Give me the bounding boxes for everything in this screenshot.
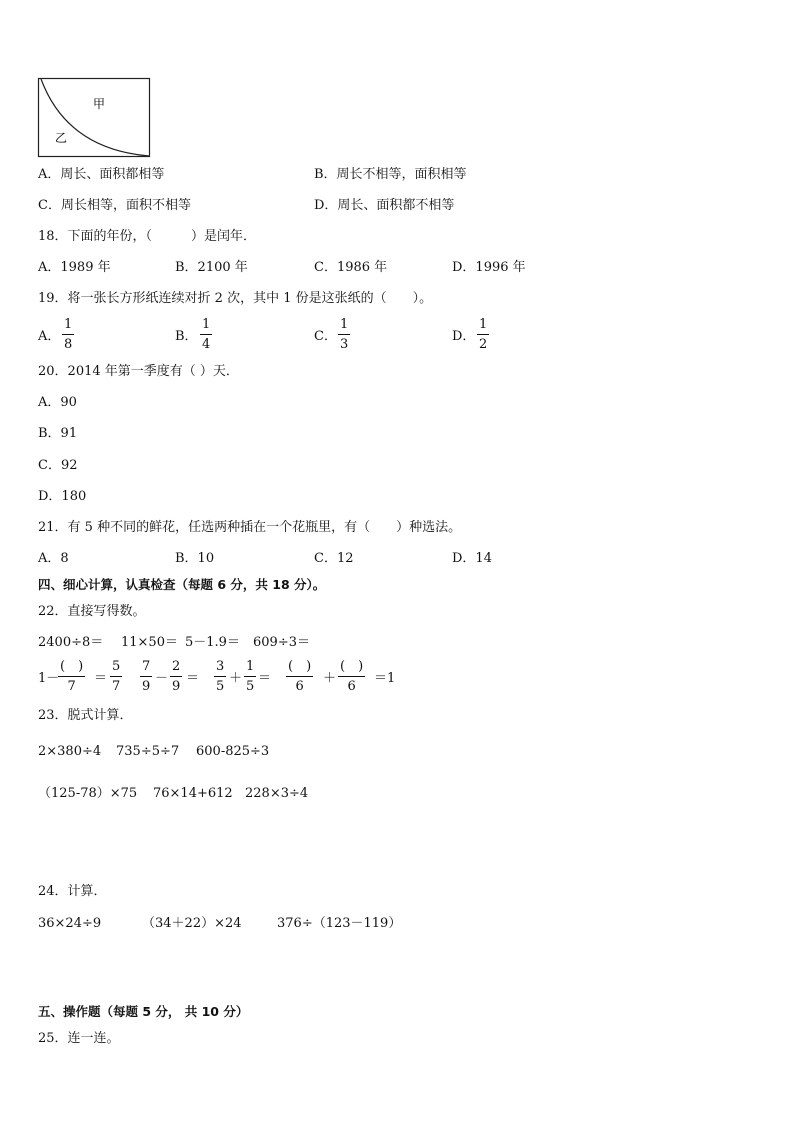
fraction-denominator: 6 (347, 679, 356, 694)
q23-row1-item: 600-825÷3 (196, 744, 270, 759)
q22-equals: ＝ (94, 671, 108, 686)
q22-row1-item: 2400÷8＝ (38, 635, 104, 650)
q19-option-a-letter[interactable]: A． (38, 329, 61, 344)
q17-option-a[interactable]: A．周长、面积都相等 (38, 167, 165, 182)
q25-stem: 25．连一连。 (38, 1031, 120, 1046)
q19-option-d-fraction[interactable] (477, 318, 489, 351)
q22-fraction-3-over-5 (214, 660, 226, 693)
q20-option-a[interactable]: A．90 (38, 395, 77, 410)
q24-item: 36×24÷9 (38, 916, 102, 931)
fraction-numerator: 5 (110, 660, 122, 677)
q20-option-c[interactable]: C．92 (38, 458, 78, 473)
q19-option-c-fraction[interactable] (338, 318, 350, 351)
q22-fraction-blank-over-7[interactable] (58, 660, 85, 693)
q24-stem: 24．计算． (38, 884, 107, 899)
fraction-denominator: 9 (172, 679, 181, 694)
fraction-numerator: 1 (244, 660, 256, 677)
q20-stem: 20．2014 年第一季度有（ ）天． (38, 364, 239, 379)
q18-option-b[interactable]: B．2100 年 (175, 260, 248, 275)
q18-option-a[interactable]: A．1989 年 (38, 260, 111, 275)
fraction-numerator: 7 (140, 660, 152, 677)
q19-option-d-letter[interactable]: D． (452, 329, 476, 344)
q24-item: 376÷（123－119） (277, 916, 402, 931)
fraction-numerator-blank[interactable]: ( ) (338, 660, 365, 677)
q23-row2-item: 76×14+612 (153, 786, 233, 801)
q18-option-c[interactable]: C．1986 年 (314, 260, 388, 275)
fraction-denominator: 9 (142, 679, 151, 694)
fraction-numerator-blank[interactable]: ( ) (58, 660, 85, 677)
q19-option-b-letter[interactable]: B． (175, 329, 198, 344)
q22-equals: ＝ (186, 671, 200, 686)
q22-equals: ＝ (258, 671, 272, 686)
q17-option-b[interactable]: B．周长不相等，面积相等 (314, 167, 467, 182)
fraction-numerator: 2 (170, 660, 182, 677)
section-5-title: 五、操作题（每题 5 分， 共 10 分） (38, 1004, 249, 1019)
fraction-denominator: 5 (246, 679, 255, 694)
q22-fraction-7-over-9 (140, 660, 152, 693)
q20-option-b[interactable]: B．91 (38, 426, 78, 441)
fraction-numerator: 1 (200, 318, 212, 335)
q18-option-d[interactable]: D．1996 年 (452, 260, 526, 275)
q19-option-a-fraction[interactable] (62, 318, 74, 351)
q20-option-d[interactable]: D．180 (38, 489, 87, 504)
q21-option-c[interactable]: C．12 (314, 551, 354, 566)
q22-fraction-2-over-9 (170, 660, 182, 693)
q22-plus: ＋ (323, 671, 337, 686)
fraction-numerator: 1 (338, 318, 350, 335)
q23-row1-item: 2×380÷4 (38, 744, 102, 759)
q21-option-b[interactable]: B．10 (175, 551, 215, 566)
q21-option-d[interactable]: D．14 (452, 551, 492, 566)
q21-stem: 21．有 5 种不同的鲜花，任选两种插在一个花瓶里，有（ ）种选法。 (38, 520, 462, 535)
q21-option-a[interactable]: A．8 (38, 551, 69, 566)
q22-stem: 22．直接写得数。 (38, 604, 146, 619)
q22-fraction-blank-over-6-a[interactable] (286, 660, 313, 693)
q22-one-minus: 1－ (38, 671, 60, 686)
q17-option-d[interactable]: D．周长、面积都不相等 (314, 198, 455, 213)
q23-stem: 23．脱式计算． (38, 708, 133, 723)
q24-item: （34＋22）×24 (142, 916, 242, 931)
q17-figure (37, 77, 152, 159)
section-4-title: 四、细心计算，认真检查（每题 6 分，共 18 分）。 (38, 577, 326, 592)
q17-option-c[interactable]: C．周长相等，面积不相等 (38, 198, 191, 213)
q22-row1-item: 609÷3＝ (253, 635, 310, 650)
q19-option-c-letter[interactable]: C． (314, 329, 337, 344)
fraction-numerator: 1 (62, 318, 74, 335)
q23-row1-item: 735÷5÷7 (116, 744, 180, 759)
fraction-denominator: 6 (295, 679, 304, 694)
q19-option-b-fraction[interactable] (200, 318, 212, 351)
figure-label-yi: 乙 (55, 131, 68, 145)
q22-equals-one: ＝1 (374, 671, 396, 686)
fraction-denominator: 7 (67, 679, 76, 694)
q22-row1-item: 5－1.9＝ (185, 635, 240, 650)
q19-stem: 19．将一张长方形纸连续对折 2 次，其中 1 份是这张纸的（ ）。 (38, 291, 433, 306)
fraction-denominator: 5 (216, 679, 225, 694)
q23-row2-item: （125-78）×75 (38, 786, 138, 801)
q22-fraction-1-over-5 (244, 660, 256, 693)
fraction-denominator: 2 (479, 337, 488, 352)
fraction-denominator: 4 (202, 337, 211, 352)
q23-row2-item: 228×3÷4 (245, 786, 309, 801)
q22-row1-item: 11×50＝ (121, 635, 178, 650)
fraction-numerator: 3 (214, 660, 226, 677)
q22-plus: ＋ (229, 671, 243, 686)
fraction-denominator: 7 (112, 679, 121, 694)
q22-fraction-blank-over-6-b[interactable] (338, 660, 365, 693)
fraction-numerator: 1 (477, 318, 489, 335)
q22-minus: － (155, 671, 169, 686)
fraction-denominator: 3 (340, 337, 349, 352)
fraction-denominator: 8 (64, 337, 73, 352)
fraction-numerator-blank[interactable]: ( ) (286, 660, 313, 677)
q22-fraction-5-over-7 (110, 660, 122, 693)
figure-label-jia: 甲 (93, 97, 106, 111)
q18-stem: 18．下面的年份，（ ）是闰年． (38, 229, 257, 244)
